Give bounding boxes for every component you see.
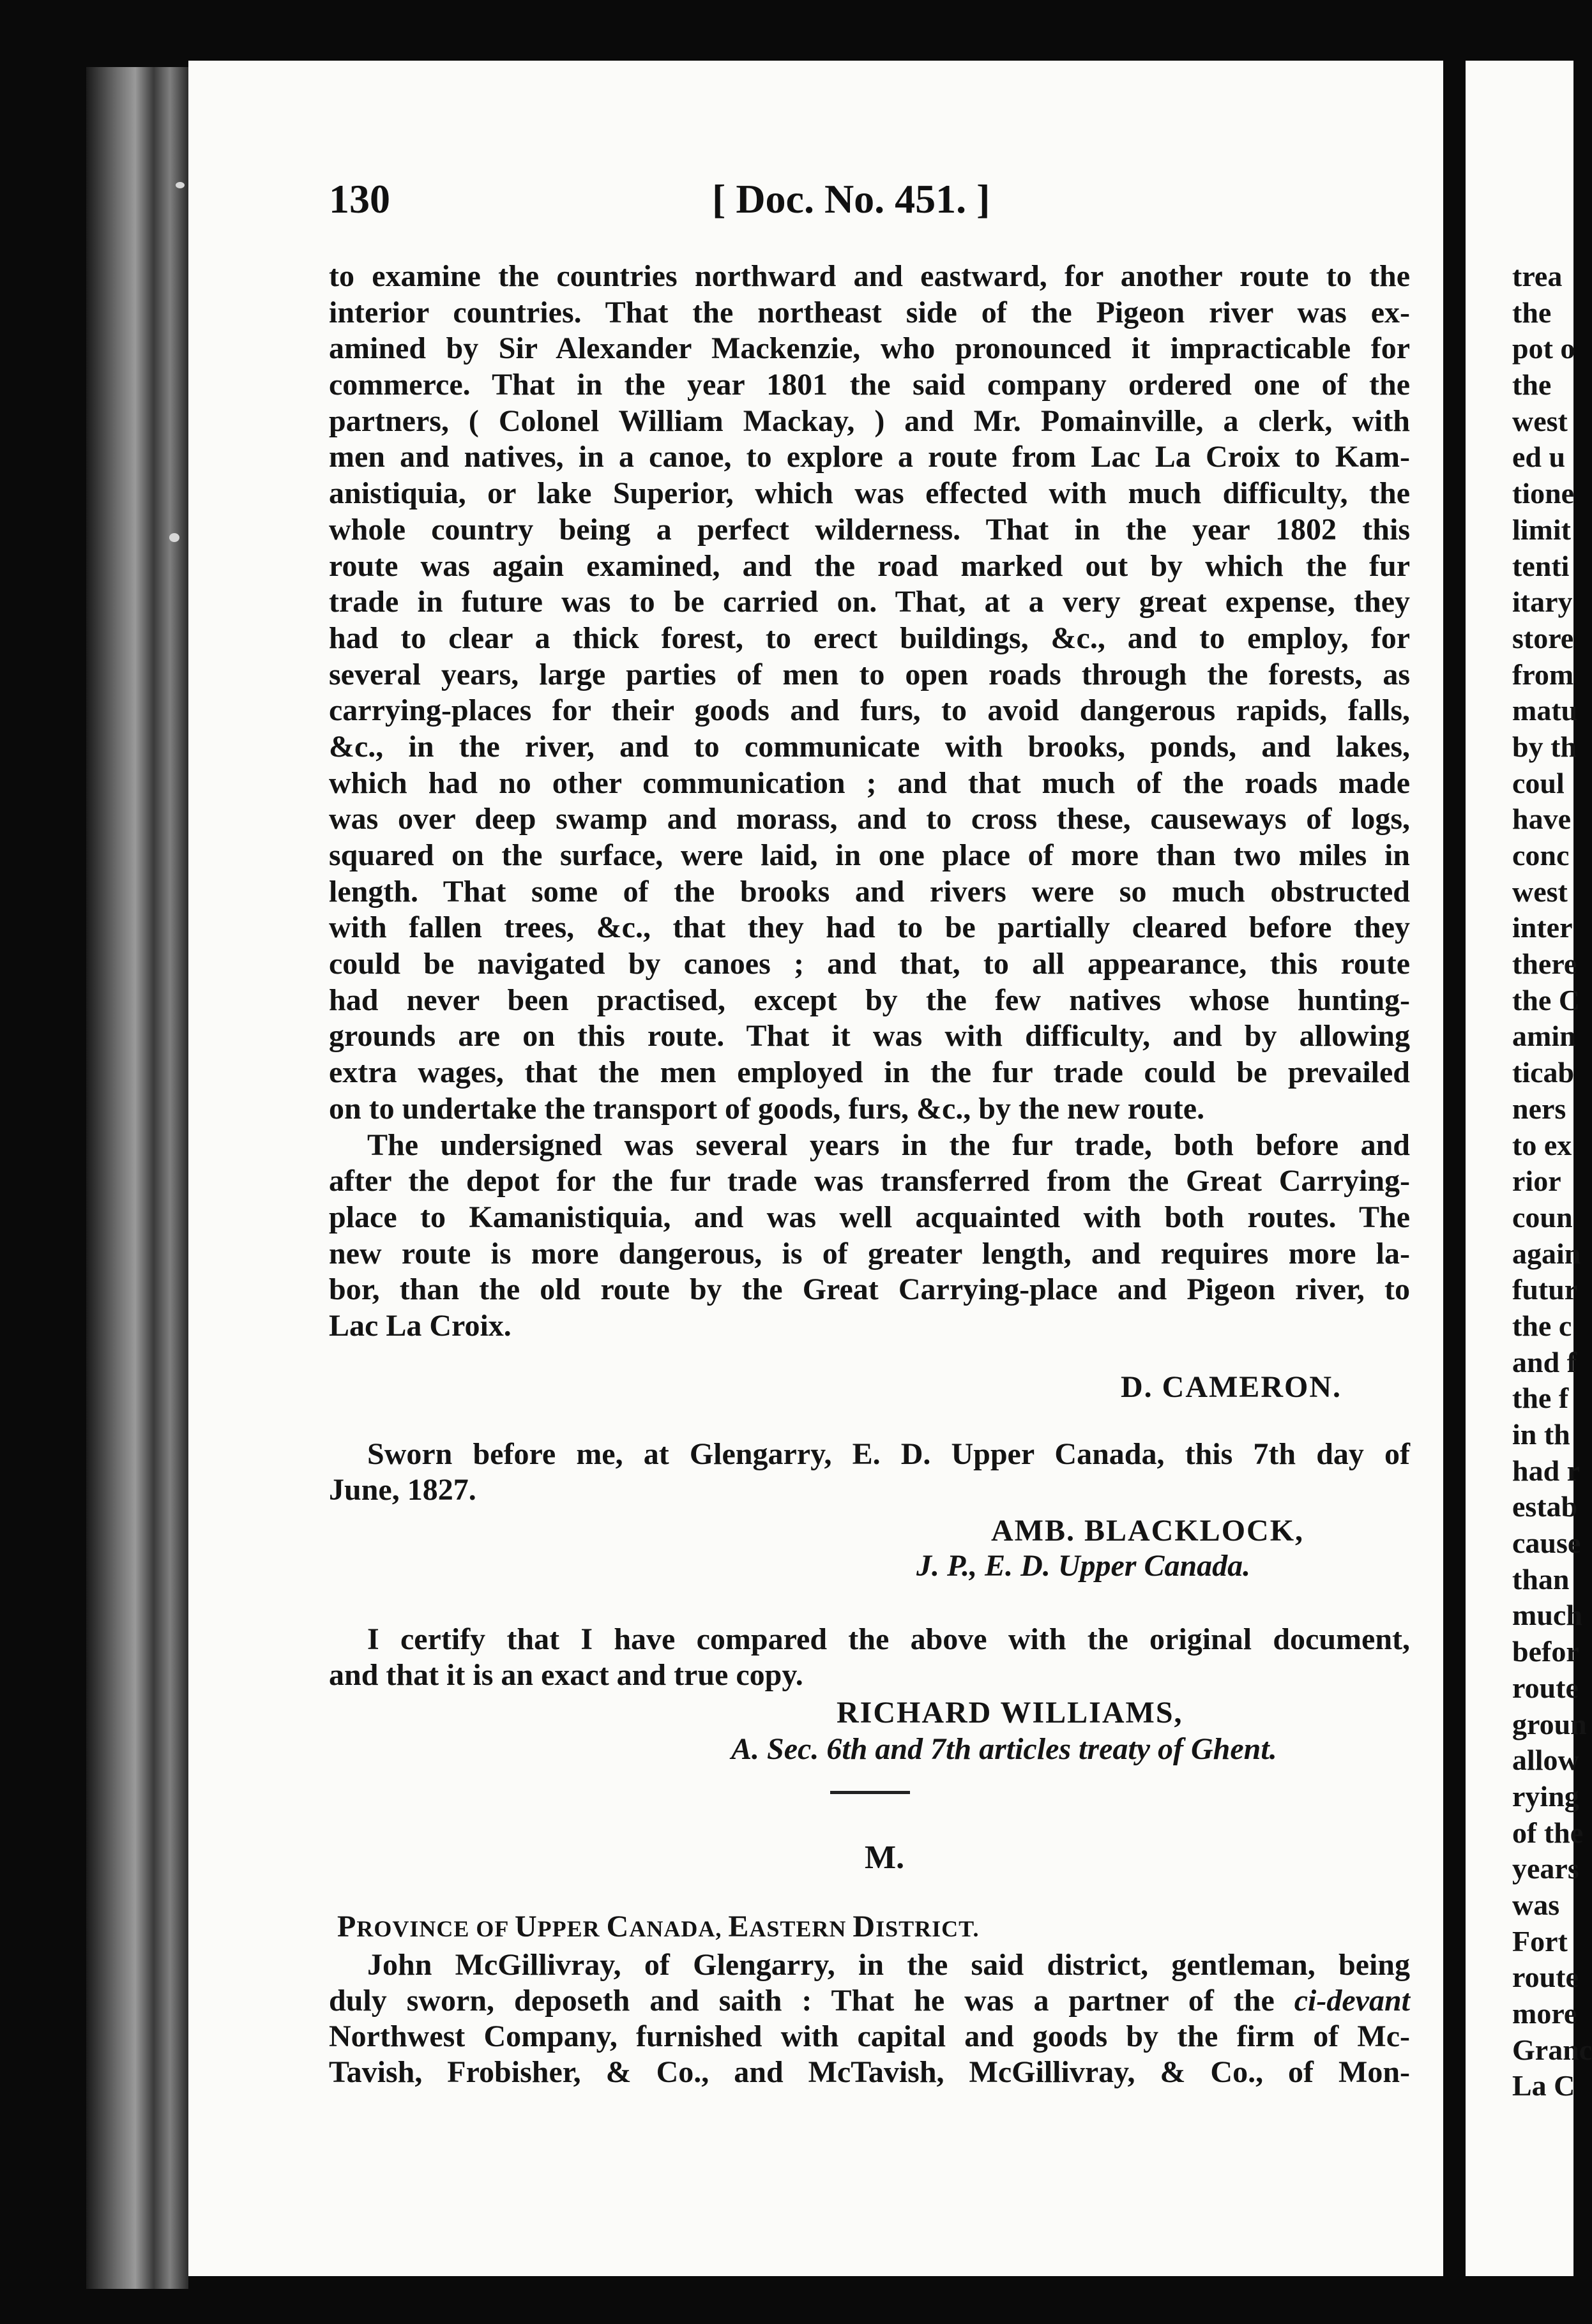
body-line: partners, ( Colonel William Mackay, ) and Mr. Pomainville, a clerk, with <box>329 404 1410 438</box>
body-line: on to undertake the transport of goods, furs, &c., by the new route. <box>329 1091 1205 1126</box>
heading-cap: C <box>606 1910 630 1943</box>
facing-page-fragment: the c <box>1512 1309 1572 1342</box>
facing-page-fragment: pot o <box>1512 332 1575 365</box>
body-line: new route is more dangerous, is of greater length, and requires more la- <box>329 1236 1410 1271</box>
body-line: could be navigated by canoes ; and that, to all appearance, this route <box>329 947 1410 981</box>
body-line: was over deep swamp and morass, and to cross these, causeways of logs, <box>329 802 1410 836</box>
heading-cap: D <box>853 1910 876 1943</box>
signature-cameron: D. CAMERON. <box>1121 1370 1342 1404</box>
facing-page-text <box>1512 259 1592 2104</box>
deposition-line: Tavish, Frobisher, & Co., and McTavish, McGillivray, & Co., of Mon- <box>329 2055 1410 2089</box>
body-line: interior countries. That the northeast side of the Pigeon river was ex- <box>329 295 1410 329</box>
deposition-line <box>329 1983 1410 2019</box>
heading-cap: U <box>515 1910 538 1943</box>
justice-title: J. P., E. D. Upper Canada. <box>916 1549 1251 1583</box>
facing-page-fragment: matu <box>1512 694 1578 727</box>
facing-page-fragment: there <box>1512 947 1577 981</box>
facing-page-fragment: the <box>1512 296 1552 329</box>
body-line: with fallen trees, &c., that they had to be partially cleared before they <box>329 910 1410 945</box>
body-line: carrying-places for their goods and furs, to avoid dangerous rapids, falls, <box>329 693 1410 728</box>
heading-smallcaps: ANADA, <box>629 1916 729 1942</box>
facing-page-fragment: inter <box>1512 911 1573 944</box>
facing-page-fragment: the f <box>1512 1382 1569 1415</box>
facing-page-fragment: ticab <box>1512 1056 1575 1089</box>
justice-name: AMB. BLACKLOCK, <box>991 1514 1305 1548</box>
body-line: whole country being a perfect wilderness. That in the year 1802 this <box>329 512 1410 547</box>
facing-page-fragment: futur <box>1512 1273 1578 1306</box>
facing-page-fragment: have <box>1512 803 1571 836</box>
body-line: men and natives, in a canoe, to explore a route from Lac La Croix to Kam- <box>329 440 1410 474</box>
body-line: after the depot for the fur trade was transferred from the Great Carrying- <box>329 1164 1410 1198</box>
body-line: which had no other communication ; and that much of the roads made <box>329 766 1410 800</box>
facing-page-fragment: amin <box>1512 1020 1576 1053</box>
facing-page-fragment: estab <box>1512 1490 1578 1523</box>
facing-page-fragment: had r <box>1512 1454 1581 1487</box>
facing-page-fragment: trea <box>1512 260 1563 292</box>
body-line: route was again examined, and the road marked out by which the fur <box>329 548 1410 583</box>
facing-page-fragment: from <box>1512 658 1574 691</box>
book-spine <box>86 67 188 2289</box>
facing-page-fragment: conc <box>1512 839 1570 871</box>
body-line: length. That some of the brooks and rivers were so much obstructed <box>329 874 1410 909</box>
deposition-line: Northwest Company, furnished with capital and goods by the firm of Mc- <box>329 2019 1410 2053</box>
heading-smallcaps: ROVINCE OF <box>356 1916 515 1942</box>
province-heading <box>337 1909 979 1944</box>
body-line: &c., in the river, and to communicate with brooks, ponds, and lakes, <box>329 729 1410 764</box>
page-number: 130 <box>329 176 390 222</box>
facing-page-fragment: rying <box>1512 1779 1579 1813</box>
facing-page-fragment: much <box>1512 1599 1582 1632</box>
facing-page-fragment: allow <box>1512 1744 1579 1777</box>
secretary-title: A. Sec. 6th and 7th articles treaty of Ghent. <box>731 1732 1277 1766</box>
heading-cap: E <box>728 1910 750 1943</box>
facing-page-fragment: ners <box>1512 1092 1566 1125</box>
facing-page-fragment: more <box>1512 1997 1577 2030</box>
facing-page-fragment: Fort <box>1512 1924 1568 1958</box>
running-head <box>329 176 1414 246</box>
body-line: bor, than the old route by the Great Carrying-place and Pigeon river, to <box>329 1272 1410 1307</box>
body-line: had never been practised, except by the few natives whose hunting- <box>329 983 1410 1017</box>
body-line: amined by Sir Alexander Mackenzie, who pronounced it impracticable for <box>329 331 1410 366</box>
deposition-line: John McGillivray, of Glengarry, in the said district, gentleman, being <box>367 1948 1410 1982</box>
body-line: The undersigned was several years in the fur trade, both before and <box>367 1128 1410 1162</box>
facing-page-fragment: to ex <box>1512 1128 1572 1161</box>
body-line: Lac La Croix. <box>329 1308 512 1343</box>
facing-page-fragment: groun <box>1512 1707 1587 1740</box>
facing-page-fragment: by th <box>1512 730 1577 763</box>
sworn-statement <box>329 1437 1410 1508</box>
facing-page-fragment: was <box>1512 1888 1560 1921</box>
facing-page-fragment: cause <box>1512 1527 1581 1560</box>
facing-page-fragment: coul <box>1512 766 1565 799</box>
deposition-body <box>329 259 1410 1345</box>
heading-smallcaps: ASTERN <box>749 1916 853 1942</box>
body-line: commerce. That in the year 1801 the said company ordered one of the <box>329 368 1410 402</box>
document-number-header: [ Doc. No. 451. ] <box>712 176 990 222</box>
body-line: several years, large parties of men to open roads through the forests, as <box>329 657 1410 691</box>
facing-page-fragment: befor <box>1512 1635 1579 1668</box>
facing-page-fragment: the <box>1512 368 1552 402</box>
facing-page-fragment: of the <box>1512 1816 1584 1849</box>
facing-page-fragment: and f <box>1512 1345 1577 1378</box>
body-line: place to Kamanistiquia, and was well acquainted with both routes. The <box>329 1200 1410 1234</box>
facing-page-fragment: itary <box>1512 585 1573 619</box>
certify-line: and that it is an exact and true copy. <box>329 1658 803 1692</box>
facing-page-fragment: west <box>1512 404 1568 437</box>
heading-smallcaps: ISTRICT. <box>876 1916 980 1942</box>
body-line: trade in future was to be carried on. That, at a very great expense, they <box>329 585 1410 619</box>
body-line: squared on the surface, were laid, in one place of more than two miles in <box>329 838 1410 872</box>
section-divider <box>830 1791 910 1794</box>
body-line: grounds are on this route. That it was with difficulty, and by allowing <box>329 1019 1410 1053</box>
facing-page-fragment: rior <box>1512 1165 1561 1198</box>
facing-page-fragment: coun <box>1512 1200 1573 1234</box>
facing-page-fragment: in th <box>1512 1418 1570 1451</box>
body-line: anistiquia, or lake Superior, which was effected with much difficulty, the <box>329 476 1410 511</box>
facing-page-fragment: route <box>1512 1961 1579 1994</box>
sworn-line: Sworn before me, at Glengarry, E. D. Upper Canada, this 7th day of <box>367 1437 1410 1471</box>
facing-page-fragment: the C <box>1512 983 1581 1016</box>
facing-page-fragment: limit <box>1512 513 1571 546</box>
facing-page-fragment: years <box>1512 1852 1579 1885</box>
body-line: had to clear a thick forest, to erect buildings, &c., and to employ, for <box>329 621 1410 655</box>
facing-page-fragment: tenti <box>1512 549 1570 582</box>
section-letter: M. <box>865 1839 905 1876</box>
mcgillivray-deposition <box>329 1947 1410 2090</box>
facing-page-fragment: store <box>1512 621 1574 654</box>
sworn-line: June, 1827. <box>329 1473 476 1507</box>
ci-devant-italic: ci-devant <box>1294 1984 1410 2018</box>
facing-page-fragment: Granc <box>1512 2033 1592 2066</box>
heading-smallcaps: PPER <box>537 1916 607 1942</box>
body-line: to examine the countries northward and eastward, for another route to the <box>329 259 1410 293</box>
certification <box>329 1622 1410 1693</box>
facing-page-fragment: again <box>1512 1237 1581 1270</box>
facing-page-fragment: route <box>1512 1671 1579 1704</box>
facing-page-fragment: La C <box>1512 2069 1575 2102</box>
deposition-text: duly sworn, deposeth and saith : That he was a partner of the <box>329 1984 1294 2018</box>
certify-line: I certify that I have compared the above with the original document, <box>367 1622 1410 1656</box>
heading-cap: P <box>337 1910 357 1943</box>
facing-page-fragment: tione <box>1512 477 1575 510</box>
facing-page-fragment: west <box>1512 875 1568 908</box>
body-line: extra wages, that the men employed in the fur trade could be prevailed <box>329 1055 1410 1090</box>
facing-page-fragment: ed u <box>1512 441 1566 474</box>
secretary-name: RICHARD WILLIAMS, <box>837 1696 1183 1730</box>
facing-page-fragment: than <box>1512 1562 1570 1596</box>
